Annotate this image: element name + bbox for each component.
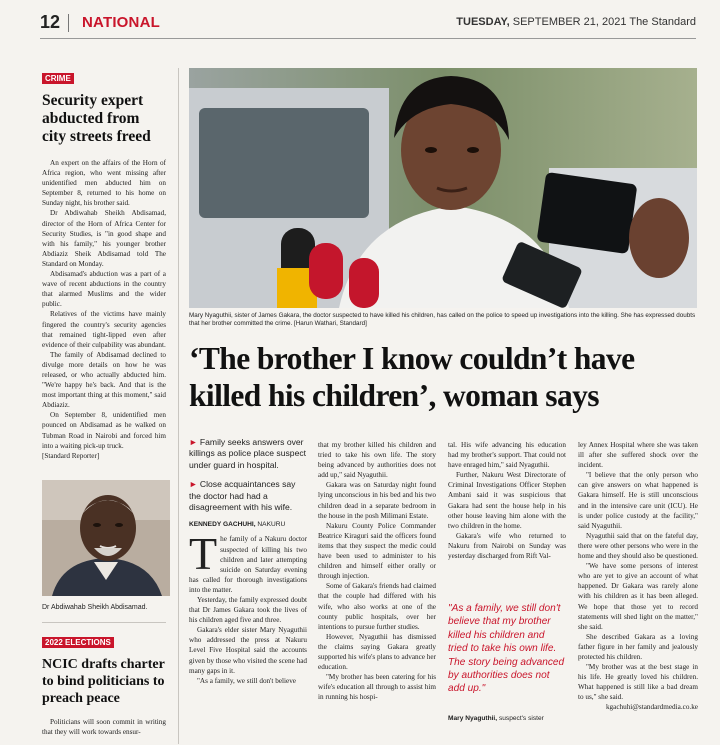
story-abduction-body xyxy=(42,158,166,461)
story-abduction-headline: Security expert abducted from city streets freed xyxy=(42,92,151,145)
paragraph: Nakuru County Police Commander Beatrice Kiraguri said the officers found items that they suspect the medic could have been used to administer to his children and himself either orally or through injection. xyxy=(318,521,436,581)
bullet-arrow-icon: ► xyxy=(189,437,198,447)
main-headline: ‘The brother I know couldn’t have killed his children’, woman says xyxy=(189,341,635,413)
paragraph: tal. His wife advancing his education had my brother's support. That could not have enraged him," said Nyaguthii. xyxy=(448,441,566,470)
paragraph: Gakara's wife who returned to Nakuru from Nairobi on Sunday was yesterday discharged from Rift Val- xyxy=(448,531,566,561)
paragraph: However, Nyaguthii has dismissed the claims saying Gakara greatly supported his wife's plans to advance her education. xyxy=(318,632,436,672)
main-story-opening xyxy=(189,528,307,685)
paragraph: On September 8, unidentified men pounced on Abdisamad as he walked on Tubman Road in Nairobi and forced him into a waiting pick-up truck. xyxy=(42,411,166,450)
main-column-2 xyxy=(318,440,436,702)
story-ncic-headline: NCIC drafts charter to bind politicians to preach peace xyxy=(42,657,165,706)
paragraph: Further, Nakuru West Directorate of Criminal Investigations Officer Stephen Ambani said it was suspicious that Gakara had sent the house help in his other house leaving him alone with the two children in the home. xyxy=(448,471,566,530)
paragraph: Yesterday, the family expressed doubt that Dr James Gakara took the lives of his children aged five and three. xyxy=(189,596,307,625)
byline-name: KENNEDY GACHUHI, xyxy=(189,521,256,529)
paragraph: Politicians will soon commit in writing that they will work towards ensur- xyxy=(42,718,166,737)
paragraph: that my brother killed his children and tried to take his own life. The story being advanced by authorities does not add up," said Nyaguthii. xyxy=(318,441,436,480)
main-photo-image xyxy=(189,68,697,308)
byline-place: NAKURU xyxy=(257,521,286,529)
masthead xyxy=(40,12,696,34)
pull-quote-role: suspect's sister xyxy=(498,715,544,722)
paragraph: Nyaguthii said that on the fateful day, there were other persons who were in the home and they should also be questioned. xyxy=(578,531,698,561)
main-column-1 xyxy=(189,437,307,686)
byline xyxy=(189,521,307,528)
paragraph: The family of Abdisamad declined to divulge more details on how he was released, or who actually abducted him. "We're happy he's back. And that is the most important thing at this moment," said Abdiaziz. xyxy=(42,350,166,410)
bullet-point xyxy=(189,479,307,513)
drop-cap: T xyxy=(189,528,218,580)
paragraph: ley Annex Hospital where she was taken ill after she suffered shock over the incident. xyxy=(578,441,698,470)
portrait-caption: Dr Abdiwahab Sheikh Abdisamad. xyxy=(42,604,148,611)
crime-tag: CRIME xyxy=(42,73,74,84)
story-ncic-body xyxy=(42,717,166,737)
paragraph: Gakara's elder sister Mary Nyaguthii who addressed the press at Nakuru Level Five Hospital said the accounts given by those who visited the scene had many gaps in it. xyxy=(189,626,307,675)
dateline xyxy=(456,16,696,28)
publication-name: The Standard xyxy=(629,16,696,28)
paragraph: he family of a Nakuru doctor suspected of killing his two children and later attempting suicide on Saturday evening has called for thorough investigations into the matter. xyxy=(189,535,307,594)
dateline-date: SEPTEMBER 21, 2021 xyxy=(512,16,627,28)
paragraph: She described Gakara as a loving father figure in her family and jealously protected his children. xyxy=(578,632,698,661)
pull-quote: "As a family, we still don't believe that my brother killed his children and tried to take his own life. The story being advanced by authorities does not add up." xyxy=(448,603,565,695)
pull-quote-attribution xyxy=(448,715,544,722)
bullet-point xyxy=(189,437,307,471)
portrait-image xyxy=(42,480,170,596)
portrait-photo xyxy=(42,480,170,596)
story-ncic xyxy=(42,632,166,737)
main-photo-caption: Mary Nyaguthii, sister of James Gakara, the doctor suspected to have killed his children, has called on the police to speed up investigations into the killing. She has expressed doubts that her brother committed the crime. [Harun Wathari, Standard] xyxy=(189,312,696,328)
elections-tag: 2022 ELECTIONS xyxy=(42,637,114,648)
dateline-day: TUESDAY, xyxy=(456,16,510,28)
bullet-text: Close acquaintances say the doctor had had a disagreement with his wife. xyxy=(189,479,296,513)
main-column-3 xyxy=(448,440,566,561)
bullet-text: Family seeks answers over killings as police place suspect under guard in hospital. xyxy=(189,437,307,470)
paragraph: Gakara was on Saturday night found lying unconscious in his bed and his two children dead in a separate bedroom in the house in the posh Milimani Estate. xyxy=(318,481,436,520)
paragraph: "I believe that the only person who can give answers on what happened is Gakara himself. He is still unconscious and in the intensive care unit (ICU). He is under police custody at the facility," said Nyaguthii. xyxy=(578,471,698,530)
pull-quote-name: Mary Nyaguthii, xyxy=(448,715,498,722)
paragraph: Dr Abdiwahab Sheikh Abdisamad, director of the Horn of Africa Center for Security Studies, is "in good shape and with his family," his younger brother Abdiaziz Sheik Abdisamad told The Standard on Monday. xyxy=(42,209,166,268)
story-abduction xyxy=(42,68,166,461)
column-rule xyxy=(178,68,179,744)
reporter-credit: [Standard Reporter] xyxy=(42,451,100,460)
main-column-4 xyxy=(578,440,698,713)
paragraph: "My brother has been catering for his wife's education all through to assist him in running his hospi- xyxy=(318,673,436,702)
section-label: NATIONAL xyxy=(82,14,160,31)
masthead-rule xyxy=(40,38,696,39)
reporter-email: kgachuhi@standardmedia.co.ke xyxy=(605,703,698,712)
paragraph: Abdisamad's abduction was a part of a wave of recent abductions in the country that alarmed Muslims and the wider public. xyxy=(42,270,166,309)
paragraph: "As a family, we still don't believe xyxy=(197,676,296,685)
main-photo xyxy=(189,68,697,308)
paragraph: Relatives of the victims have mainly fingered the country's security agencies that remained tight-lipped even after evidence of their culpability was abundant. xyxy=(42,310,166,349)
paragraph: "My brother was at the best stage in his life. He greatly loved his children. What happened is still like a bad dream to us," she said. xyxy=(578,663,698,702)
masthead-divider xyxy=(68,14,69,32)
bullet-arrow-icon: ► xyxy=(189,479,198,490)
story-divider xyxy=(42,622,166,623)
paragraph: An expert on the affairs of the Horn of Africa region, who went missing after unidentified men abducted him on September 8, returned to his home on Sunday night, his brother said. xyxy=(42,159,166,208)
paragraph: Some of Gakara's friends had claimed that the couple had differed with his wife, who also works at one of the county public hospitals, over her intentions to pursue further studies. xyxy=(318,582,436,631)
page-number: 12 xyxy=(40,12,61,32)
paragraph: "We have some persons of interest who are yet to give an account of what happened. Dr Gakara was rarely alone with his children as it has been alleged. We hope that those yet to record statements will shed light on the matter," she said. xyxy=(578,562,698,631)
